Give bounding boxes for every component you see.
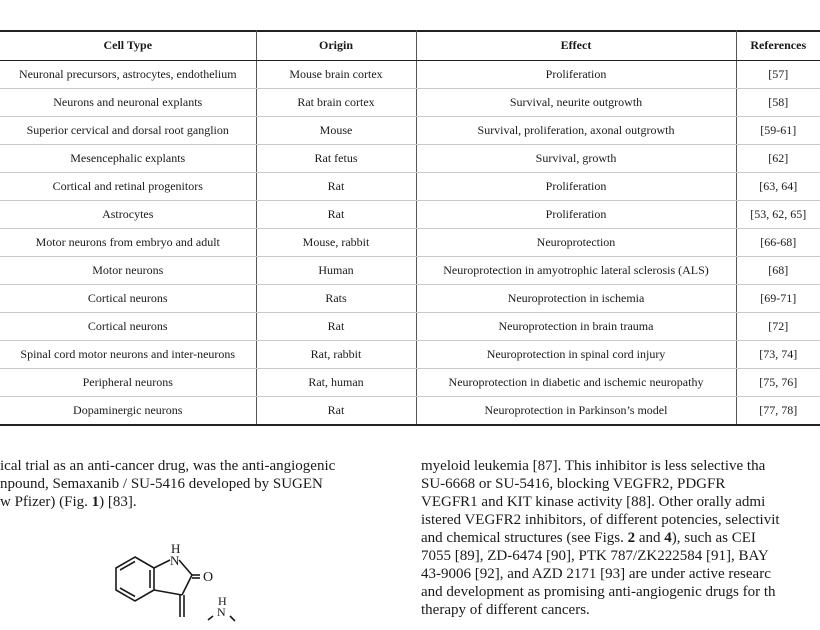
text-line: 7055 [89], ZD-6474 [90], PTK 787/ZK222584 [91], BAY xyxy=(421,548,769,564)
cell-type: Neurons and neuronal explants xyxy=(0,89,256,117)
text-line: and development as promising anti-angiogenic drugs for th xyxy=(421,584,776,600)
cell-effect: Neuroprotection in diabetic and ischemic neuropathy xyxy=(416,369,736,397)
header-origin: Origin xyxy=(256,30,416,61)
table-row xyxy=(0,285,820,313)
text-span: and xyxy=(635,530,665,546)
table-row xyxy=(0,117,820,145)
cell-references: [69-71] xyxy=(736,285,820,313)
cell-references: [72] xyxy=(736,313,820,341)
semaxanib-structure-diagram xyxy=(100,535,240,630)
cell-type: Peripheral neurons xyxy=(0,369,256,397)
cell-origin: Rat fetus xyxy=(256,145,416,173)
cell-type: Superior cervical and dorsal root ganglion xyxy=(0,117,256,145)
cell-type: Cortical neurons xyxy=(0,285,256,313)
cell-references: [58] xyxy=(736,89,820,117)
cell-effect: Neuroprotection xyxy=(416,229,736,257)
cell-effect: Neuroprotection in brain trauma xyxy=(416,313,736,341)
cell-effect: Proliferation xyxy=(416,201,736,229)
table-row xyxy=(0,229,820,257)
header-references: References xyxy=(736,30,820,61)
table-row xyxy=(0,61,820,89)
text-line: therapy of different cancers. xyxy=(421,602,590,618)
cell-effect: Survival, growth xyxy=(416,145,736,173)
cell-references: [62] xyxy=(736,145,820,173)
table-row xyxy=(0,145,820,173)
cell-type: Cortical and retinal progenitors xyxy=(0,173,256,201)
cell-references: [68] xyxy=(736,257,820,285)
table-row xyxy=(0,257,820,285)
text-line xyxy=(421,529,820,547)
cell-origin: Rat, rabbit xyxy=(256,341,416,369)
table-row xyxy=(0,397,820,426)
cell-effect: Neuroprotection in spinal cord injury xyxy=(416,341,736,369)
cell-references: [66-68] xyxy=(736,229,820,257)
cell-effect: Survival, neurite outgrowth xyxy=(416,89,736,117)
cell-origin: Mouse xyxy=(256,117,416,145)
cell-origin: Human xyxy=(256,257,416,285)
text-span: ), such as CEI xyxy=(671,530,756,546)
text-span: w Pfizer) (Fig. xyxy=(0,494,92,510)
cell-origin: Rat xyxy=(256,173,416,201)
table-row xyxy=(0,369,820,397)
cell-type: Dopaminergic neurons xyxy=(0,397,256,426)
cell-effect: Survival, proliferation, axonal outgrowth xyxy=(416,117,736,145)
text-line: SU-6668 or SU-5416, blocking VEGFR2, PDGFR xyxy=(421,476,726,492)
header-cell-type: Cell Type xyxy=(0,30,256,61)
cell-type: Motor neurons from embryo and adult xyxy=(0,229,256,257)
atom-n-label: N xyxy=(170,553,180,568)
text-span: and chemical structures (see Figs. xyxy=(421,530,628,546)
table-row xyxy=(0,313,820,341)
table-row xyxy=(0,89,820,117)
cell-references: [59-61] xyxy=(736,117,820,145)
cell-origin: Rat xyxy=(256,201,416,229)
cell-origin: Rat, human xyxy=(256,369,416,397)
text-span: ) [83]. xyxy=(99,494,137,510)
cell-references: [77, 78] xyxy=(736,397,820,426)
figure-ref: 4 xyxy=(664,530,672,546)
header-effect: Effect xyxy=(416,30,736,61)
cell-type: Astrocytes xyxy=(0,201,256,229)
cell-origin: Rat brain cortex xyxy=(256,89,416,117)
text-line: 43-9006 [92], and AZD 2171 [93] are under active researc xyxy=(421,566,771,582)
atom-o-label: O xyxy=(203,570,214,585)
vegf-neuro-effects-table xyxy=(0,30,820,426)
cell-type: Neuronal precursors, astrocytes, endothelium xyxy=(0,61,256,89)
cell-effect: Neuroprotection in ischemia xyxy=(416,285,736,313)
table-row xyxy=(0,201,820,229)
cell-effect: Neuroprotection in Parkinson’s model xyxy=(416,397,736,426)
table-row xyxy=(0,341,820,369)
table-row xyxy=(0,173,820,201)
cell-origin: Rat xyxy=(256,397,416,426)
atom-n-label: N xyxy=(217,605,226,619)
cell-origin: Mouse brain cortex xyxy=(256,61,416,89)
cell-origin: Rat xyxy=(256,313,416,341)
cell-effect: Neuroprotection in amyotrophic lateral sclerosis (ALS) xyxy=(416,257,736,285)
text-line: VEGFR1 and KIT kinase activity [88]. Other orally admi xyxy=(421,494,766,510)
cell-references: [73, 74] xyxy=(736,341,820,369)
right-column-text xyxy=(421,457,820,619)
cell-references: [57] xyxy=(736,61,820,89)
text-line xyxy=(0,493,395,511)
cell-effect: Proliferation xyxy=(416,61,736,89)
cell-origin: Mouse, rabbit xyxy=(256,229,416,257)
cell-references: [63, 64] xyxy=(736,173,820,201)
figure-ref: 1 xyxy=(91,494,100,510)
atom-h-label: H xyxy=(171,541,181,556)
text-line: myeloid leukemia [87]. This inhibitor is less selective tha xyxy=(421,458,766,474)
left-column-text xyxy=(0,457,395,511)
atom-h-label: H xyxy=(218,594,227,608)
cell-origin: Rats xyxy=(256,285,416,313)
cell-references: [75, 76] xyxy=(736,369,820,397)
cell-type: Spinal cord motor neurons and inter-neurons xyxy=(0,341,256,369)
text-line: istered VEGFR2 inhibitors, of different potencies, selectivit xyxy=(421,512,780,528)
cell-effect: Proliferation xyxy=(416,173,736,201)
cell-type: Motor neurons xyxy=(0,257,256,285)
cell-type: Cortical neurons xyxy=(0,313,256,341)
text-line: npound, Semaxanib / SU-5416 developed by SUGEN xyxy=(0,476,323,492)
cell-type: Mesencephalic explants xyxy=(0,145,256,173)
figure-ref: 2 xyxy=(627,530,636,546)
cell-references: [53, 62, 65] xyxy=(736,201,820,229)
text-line: ical trial as an anti-cancer drug, was the anti-angiogenic xyxy=(0,458,336,474)
table-header-row xyxy=(0,30,820,61)
